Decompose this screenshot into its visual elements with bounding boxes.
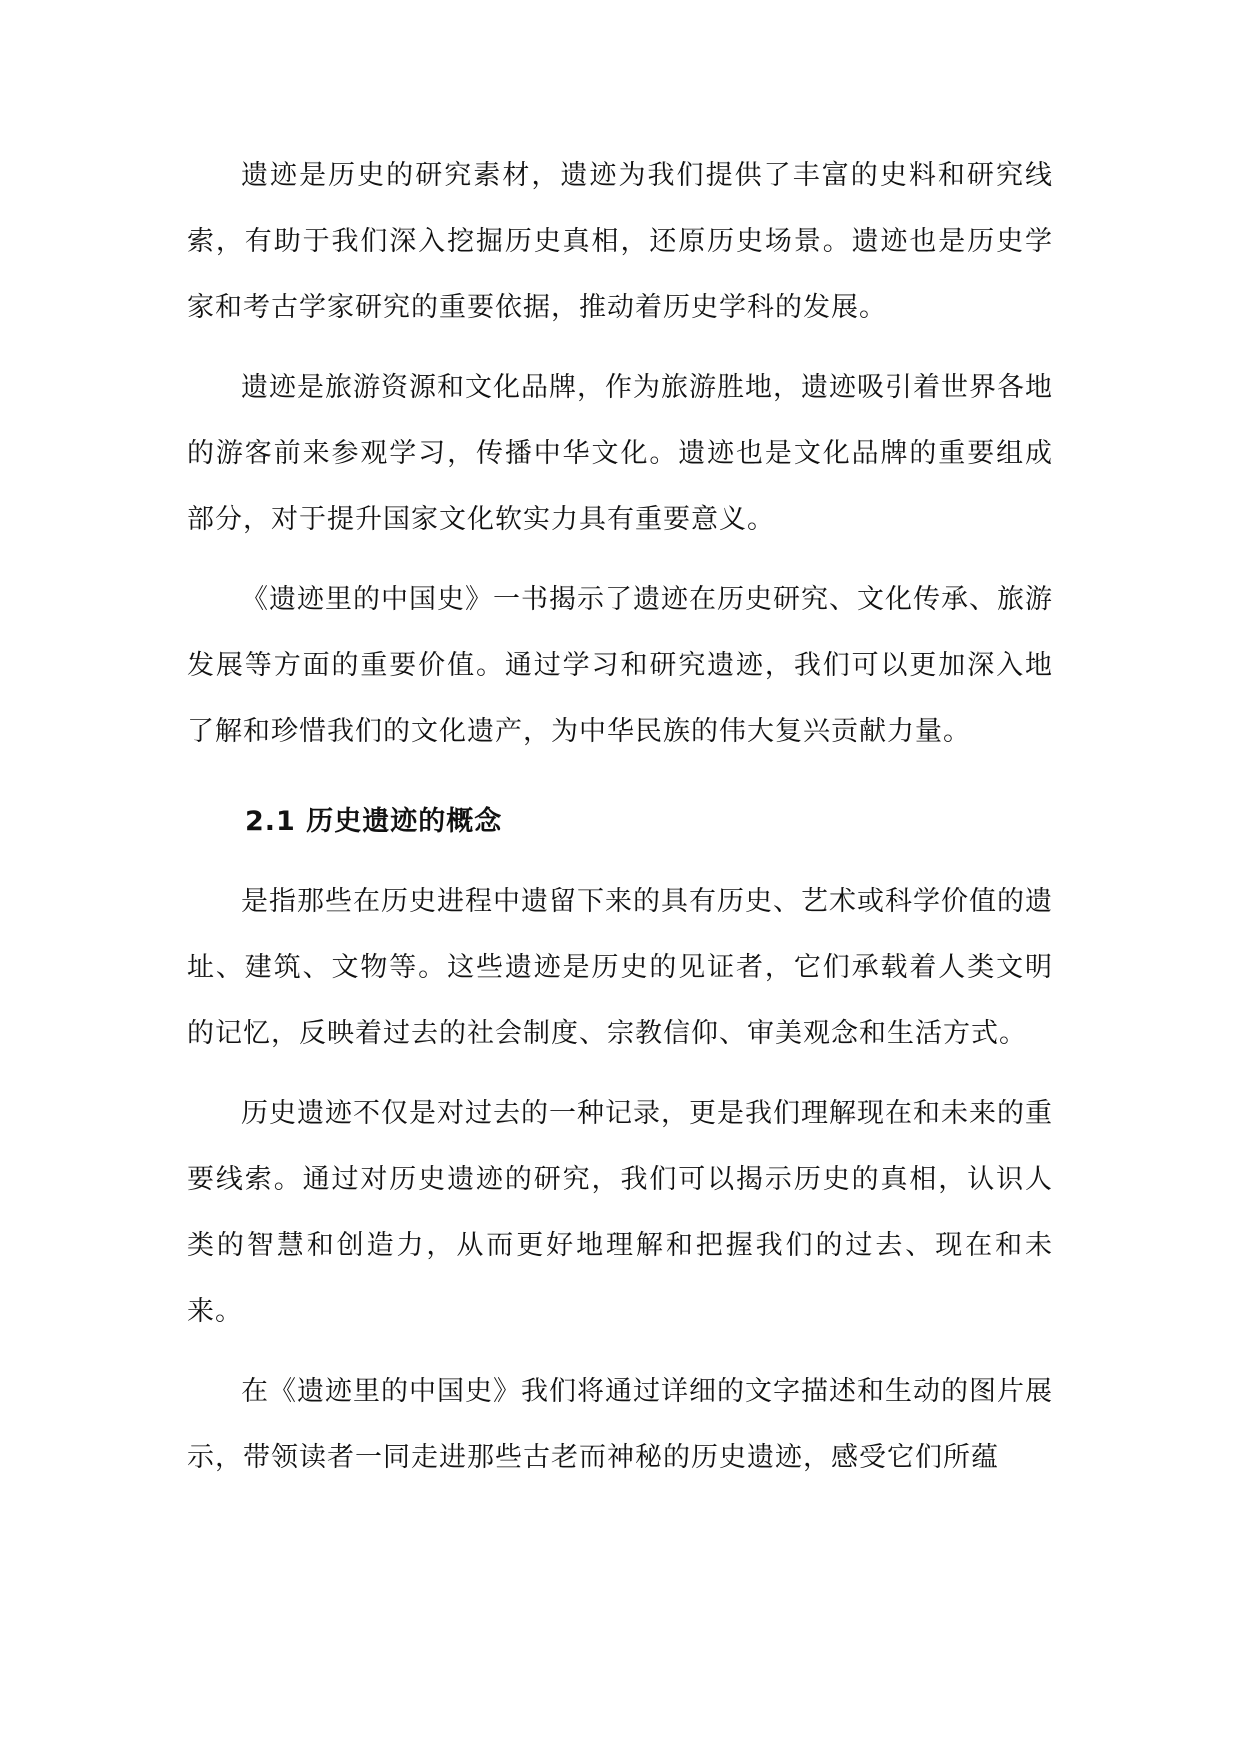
paragraph-book-intro: 在《遗迹里的中国史》我们将通过详细的文字描述和生动的图片展示，带领读者一同走进那些古老而神秘的历史遗迹，感受它们所蕴 [187, 1376, 1053, 1473]
document-body [187, 143, 1053, 1505]
paragraph-book-value: 《遗迹里的中国史》一书揭示了遗迹在历史研究、文化传承、旅游发展等方面的重要价值。通过学习和研究遗迹，我们可以更加深入地了解和珍惜我们的文化遗产，为中华民族的伟大复兴贡献力量。 [187, 584, 1053, 747]
paragraph-research-material: 遗迹是历史的研究素材，遗迹为我们提供了丰富的史料和研究线索，有助于我们深入挖掘历史真相，还原历史场景。遗迹也是历史学家和考古学家研究的重要依据，推动着历史学科的发展。 [187, 160, 1053, 323]
paragraph-tourism-brand: 遗迹是旅游资源和文化品牌，作为旅游胜地，遗迹吸引着世界各地的游客前来参观学习，传播中华文化。遗迹也是文化品牌的重要组成部分，对于提升国家文化软实力具有重要意义。 [187, 372, 1053, 535]
paragraph-significance: 历史遗迹不仅是对过去的一种记录，更是我们理解现在和未来的重要线索。通过对历史遗迹的研究，我们可以揭示历史的真相，认识人类的智慧和创造力，从而更好地理解和把握我们的过去、现在和未来。 [187, 1098, 1053, 1327]
paragraph-definition: 是指那些在历史进程中遗留下来的具有历史、艺术或科学价值的遗址、建筑、文物等。这些遗迹是历史的见证者，它们承载着人类文明的记忆，反映着过去的社会制度、宗教信仰、审美观念和生活方式。 [187, 886, 1053, 1049]
section-heading-2-1: 2.1 历史遗迹的概念 [245, 806, 503, 837]
